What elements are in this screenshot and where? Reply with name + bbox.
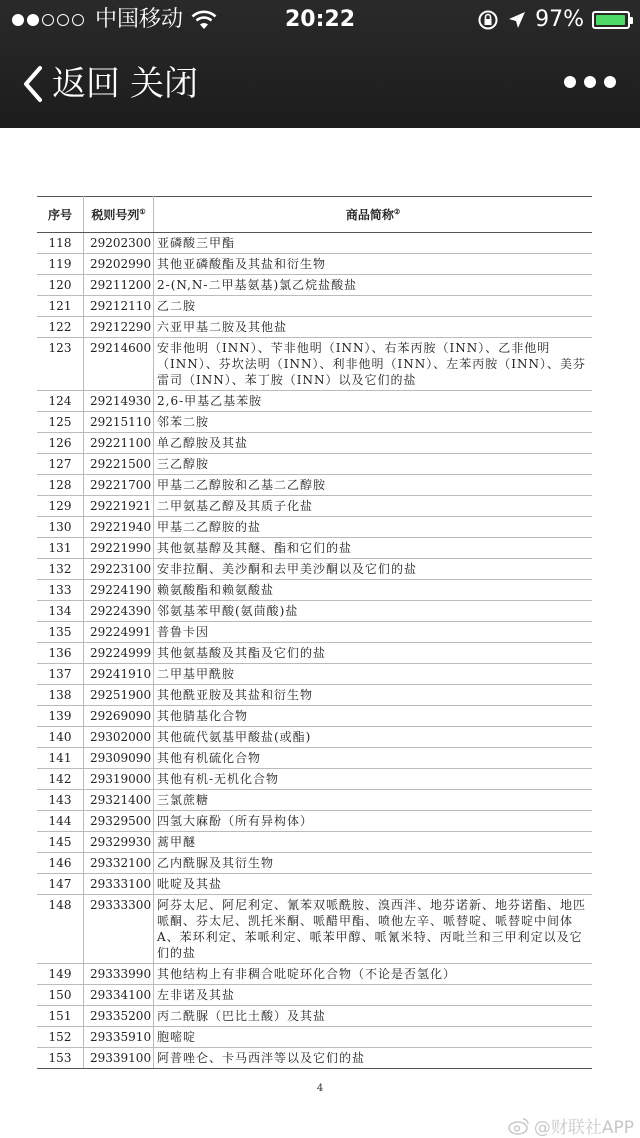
row-serial-no: 124 xyxy=(37,391,84,412)
table-row xyxy=(37,727,592,748)
row-serial-no: 127 xyxy=(37,454,84,475)
table-row xyxy=(37,296,592,317)
row-tariff-code: 29221500 xyxy=(84,454,154,475)
top-bar xyxy=(0,0,640,128)
row-product-name: 其他腈基化合物 xyxy=(154,706,593,727)
table-row xyxy=(37,964,592,985)
navigation-bar xyxy=(0,56,640,112)
table-row xyxy=(37,254,592,275)
row-product-name: 其他酰亚胺及其盐和衍生物 xyxy=(154,685,593,706)
row-tariff-code: 29223100 xyxy=(84,559,154,580)
table-header-row xyxy=(37,197,592,233)
row-serial-no: 133 xyxy=(37,580,84,601)
clock: 20:22 xyxy=(284,7,356,32)
table-row xyxy=(37,853,592,874)
row-serial-no: 145 xyxy=(37,832,84,853)
row-product-name: 左非诺及其盐 xyxy=(154,985,593,1006)
row-product-name: 乙内酰脲及其衍生物 xyxy=(154,853,593,874)
table-row xyxy=(37,790,592,811)
row-product-name: 三氯蔗糖 xyxy=(154,790,593,811)
row-tariff-code: 29221100 xyxy=(84,433,154,454)
row-tariff-code: 29224190 xyxy=(84,580,154,601)
back-button[interactable]: 返回 xyxy=(52,64,120,104)
row-serial-no: 134 xyxy=(37,601,84,622)
row-tariff-code: 29224991 xyxy=(84,622,154,643)
close-button[interactable]: 关闭 xyxy=(130,64,198,104)
table-row xyxy=(37,454,592,475)
row-product-name: 四氢大麻酚（所有异构体） xyxy=(154,811,593,832)
table-row xyxy=(37,748,592,769)
row-tariff-code: 29202990 xyxy=(84,254,154,275)
tariff-table-wrapper xyxy=(37,196,592,1069)
row-tariff-code: 29224390 xyxy=(84,601,154,622)
row-product-name: 单乙醇胺及其盐 xyxy=(154,433,593,454)
row-serial-no: 153 xyxy=(37,1048,84,1069)
more-dot xyxy=(584,76,596,88)
table-row xyxy=(37,517,592,538)
row-tariff-code: 29269090 xyxy=(84,706,154,727)
row-tariff-code: 29214600 xyxy=(84,338,154,391)
row-product-name: 邻苯二胺 xyxy=(154,412,593,433)
row-tariff-code: 29321400 xyxy=(84,790,154,811)
rotation-lock-icon xyxy=(477,9,499,31)
table-row xyxy=(37,475,592,496)
row-tariff-code: 29329930 xyxy=(84,832,154,853)
header-product-name: 商品简称② xyxy=(154,197,593,233)
tariff-table xyxy=(37,196,592,1069)
table-row xyxy=(37,895,592,964)
carrier-name: 中国移动 xyxy=(95,7,184,32)
row-product-name: 蒿甲醚 xyxy=(154,832,593,853)
row-product-name: 安非拉酮、美沙酮和去甲美沙酮以及它们的盐 xyxy=(154,559,593,580)
row-serial-no: 147 xyxy=(37,874,84,895)
row-serial-no: 143 xyxy=(37,790,84,811)
row-tariff-code: 29333100 xyxy=(84,874,154,895)
row-serial-no: 151 xyxy=(37,1006,84,1027)
row-product-name: 六亚甲基二胺及其他盐 xyxy=(154,317,593,338)
table-row xyxy=(37,1006,592,1027)
row-serial-no: 119 xyxy=(37,254,84,275)
row-serial-no: 144 xyxy=(37,811,84,832)
row-tariff-code: 29221921 xyxy=(84,496,154,517)
row-serial-no: 136 xyxy=(37,643,84,664)
row-product-name: 2-(N,N-二甲基氨基)氯乙烷盐酸盐 xyxy=(154,275,593,296)
watermark xyxy=(508,1113,634,1138)
status-bar xyxy=(0,0,640,40)
row-tariff-code: 29251900 xyxy=(84,685,154,706)
back-chevron-icon[interactable] xyxy=(18,64,48,104)
row-serial-no: 128 xyxy=(37,475,84,496)
row-product-name: 其他有机硫化合物 xyxy=(154,748,593,769)
row-tariff-code: 29334100 xyxy=(84,985,154,1006)
table-row xyxy=(37,580,592,601)
row-product-name: 赖氨酸酯和赖氨酸盐 xyxy=(154,580,593,601)
row-product-name: 其他有机-无机化合物 xyxy=(154,769,593,790)
table-row xyxy=(37,985,592,1006)
row-tariff-code: 29212110 xyxy=(84,296,154,317)
row-serial-no: 146 xyxy=(37,853,84,874)
table-row xyxy=(37,706,592,727)
row-serial-no: 148 xyxy=(37,895,84,964)
row-product-name: 安非他明（INN）、苄非他明（INN）、右苯丙胺（INN）、乙非他明（INN）、芬坎法明（INN）、利非他明（INN）、左苯丙胺（INN）、美芬雷司（INN）、苯丁胺（INN）以及它们的盐 xyxy=(154,338,593,391)
page-number: 4 xyxy=(316,1083,324,1094)
table-row xyxy=(37,496,592,517)
row-product-name: 甲基二乙醇胺的盐 xyxy=(154,517,593,538)
row-tariff-code: 29339100 xyxy=(84,1048,154,1069)
table-row xyxy=(37,233,592,254)
more-options-icon[interactable] xyxy=(564,76,616,88)
row-product-name: 三乙醇胺 xyxy=(154,454,593,475)
watermark-text: @财联社APP xyxy=(533,1118,634,1138)
row-product-name: 普鲁卡因 xyxy=(154,622,593,643)
row-product-name: 阿芬太尼、阿尼利定、氰苯双哌酰胺、溴西泮、地芬诺新、地芬诺酯、地匹哌酮、芬太尼、凯托米酮、哌醋甲酯、喷他左辛、哌替啶、哌替啶中间体A、苯环利定、苯哌利定、哌苯甲醇、哌氰米特、丙吡兰和三甲利定以及它们的盐 xyxy=(154,895,593,964)
battery-icon xyxy=(592,11,630,29)
row-product-name: 二甲基甲酰胺 xyxy=(154,664,593,685)
row-tariff-code: 29221940 xyxy=(84,517,154,538)
row-product-name: 吡啶及其盐 xyxy=(154,874,593,895)
row-product-name: 其他亚磷酸酯及其盐和衍生物 xyxy=(154,254,593,275)
row-product-name: 乙二胺 xyxy=(154,296,593,317)
row-serial-no: 140 xyxy=(37,727,84,748)
row-tariff-code: 29211200 xyxy=(84,275,154,296)
more-dot xyxy=(564,76,576,88)
row-tariff-code: 29202300 xyxy=(84,233,154,254)
row-tariff-code: 29221700 xyxy=(84,475,154,496)
row-tariff-code: 29212290 xyxy=(84,317,154,338)
row-tariff-code: 29241910 xyxy=(84,664,154,685)
battery-level xyxy=(596,15,625,25)
row-serial-no: 126 xyxy=(37,433,84,454)
row-tariff-code: 29332100 xyxy=(84,853,154,874)
table-row xyxy=(37,433,592,454)
row-product-name: 其他硫代氨基甲酸盐(或酯) xyxy=(154,727,593,748)
location-arrow-icon xyxy=(507,10,527,30)
row-serial-no: 129 xyxy=(37,496,84,517)
row-serial-no: 139 xyxy=(37,706,84,727)
row-tariff-code: 29221990 xyxy=(84,538,154,559)
row-serial-no: 132 xyxy=(37,559,84,580)
row-tariff-code: 29224999 xyxy=(84,643,154,664)
row-tariff-code: 29335200 xyxy=(84,1006,154,1027)
more-dot xyxy=(604,76,616,88)
table-row xyxy=(37,1027,592,1048)
row-tariff-code: 29319000 xyxy=(84,769,154,790)
table-row xyxy=(37,275,592,296)
row-serial-no: 137 xyxy=(37,664,84,685)
table-row xyxy=(37,1048,592,1069)
header-tariff-code: 税则号列① xyxy=(84,197,154,233)
table-row xyxy=(37,559,592,580)
row-serial-no: 135 xyxy=(37,622,84,643)
row-product-name: 胞嘧啶 xyxy=(154,1027,593,1048)
table-row xyxy=(37,622,592,643)
table-row xyxy=(37,832,592,853)
table-row xyxy=(37,412,592,433)
table-row xyxy=(37,769,592,790)
row-product-name: 丙二酰脲（巴比土酸）及其盐 xyxy=(154,1006,593,1027)
row-serial-no: 141 xyxy=(37,748,84,769)
row-serial-no: 122 xyxy=(37,317,84,338)
row-tariff-code: 29333300 xyxy=(84,895,154,964)
row-serial-no: 149 xyxy=(37,964,84,985)
table-row xyxy=(37,601,592,622)
row-serial-no: 125 xyxy=(37,412,84,433)
table-row xyxy=(37,643,592,664)
row-serial-no: 121 xyxy=(37,296,84,317)
row-product-name: 其他氨基醇及其醚、酯和它们的盐 xyxy=(154,538,593,559)
table-row xyxy=(37,664,592,685)
row-tariff-code: 29302000 xyxy=(84,727,154,748)
document-page xyxy=(0,128,640,1136)
table-row xyxy=(37,317,592,338)
row-tariff-code: 29215110 xyxy=(84,412,154,433)
battery-percent: 97% xyxy=(535,7,584,32)
row-serial-no: 120 xyxy=(37,275,84,296)
row-product-name: 亚磷酸三甲酯 xyxy=(154,233,593,254)
row-product-name: 2,6-甲基乙基苯胺 xyxy=(154,391,593,412)
row-serial-no: 118 xyxy=(37,233,84,254)
table-row xyxy=(37,538,592,559)
row-product-name: 二甲氨基乙醇及其质子化盐 xyxy=(154,496,593,517)
row-tariff-code: 29214930 xyxy=(84,391,154,412)
row-tariff-code: 29309090 xyxy=(84,748,154,769)
row-serial-no: 152 xyxy=(37,1027,84,1048)
row-product-name: 甲基二乙醇胺和乙基二乙醇胺 xyxy=(154,475,593,496)
table-row xyxy=(37,391,592,412)
row-product-name: 其他结构上有非稠合吡啶环化合物（不论是否氢化） xyxy=(154,964,593,985)
row-serial-no: 138 xyxy=(37,685,84,706)
weibo-logo-icon xyxy=(508,1117,530,1135)
table-row xyxy=(37,685,592,706)
row-serial-no: 142 xyxy=(37,769,84,790)
row-tariff-code: 29335910 xyxy=(84,1027,154,1048)
row-product-name: 邻氨基苯甲酸(氨茴酸)盐 xyxy=(154,601,593,622)
row-serial-no: 130 xyxy=(37,517,84,538)
table-row xyxy=(37,874,592,895)
row-tariff-code: 29333990 xyxy=(84,964,154,985)
row-product-name: 阿普唑仑、卡马西泮等以及它们的盐 xyxy=(154,1048,593,1069)
row-product-name: 其他氨基酸及其酯及它们的盐 xyxy=(154,643,593,664)
row-serial-no: 150 xyxy=(37,985,84,1006)
table-row xyxy=(37,811,592,832)
row-serial-no: 131 xyxy=(37,538,84,559)
table-row xyxy=(37,338,592,391)
row-tariff-code: 29329500 xyxy=(84,811,154,832)
row-serial-no: 123 xyxy=(37,338,84,391)
header-serial-no: 序号 xyxy=(37,197,84,233)
